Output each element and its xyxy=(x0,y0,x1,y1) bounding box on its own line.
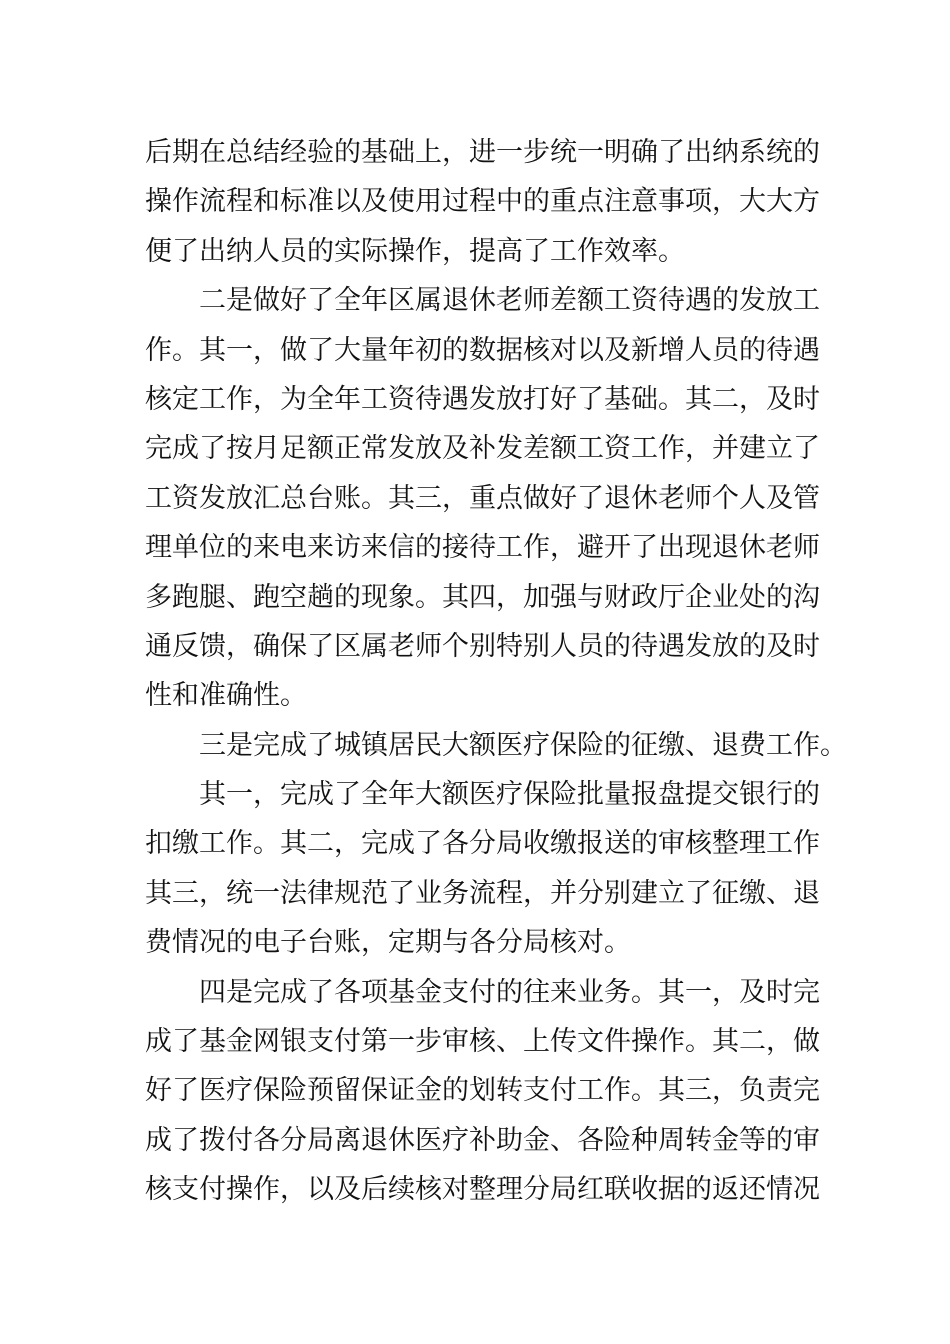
text-line: 三是完成了城镇居民大额医疗保险的征缴、退费工作。 xyxy=(199,729,847,761)
text-line: 好了医疗保险预留保证金的划转支付工作。其三，负责完 xyxy=(145,1075,820,1107)
text-line: 扣缴工作。其二，完成了各分局收缴报送的审核整理工作 xyxy=(145,828,820,860)
text-line: 核支付操作，以及后续核对整理分局红联收据的返还情况 xyxy=(145,1174,820,1206)
text-line: 通反馈，确保了区属老师个别特别人员的待遇发放的及时 xyxy=(145,630,820,662)
text-line: 性和准确性。 xyxy=(145,680,307,712)
body-text xyxy=(145,128,847,1215)
text-line: 其一，完成了全年大额医疗保险批量报盘提交银行的 xyxy=(199,779,820,811)
text-line: 成了拨付各分局离退休医疗补助金、各险种周转金等的审 xyxy=(145,1124,820,1156)
text-line: 多跑腿、跑空趟的现象。其四，加强与财政厅企业处的沟 xyxy=(145,581,820,613)
text-line: 操作流程和标准以及使用过程中的重点注意事项，大大方 xyxy=(145,186,820,218)
text-line: 四是完成了各项基金支付的往来业务。其一，及时完 xyxy=(199,976,820,1008)
text-line: 作。其一，做了大量年初的数据核对以及新增人员的待遇 xyxy=(145,334,820,366)
text-line: 费情况的电子台账，定期与各分局核对。 xyxy=(145,927,631,959)
text-line: 工资发放汇总台账。其三，重点做好了退休老师个人及管 xyxy=(145,482,820,514)
text-line: 理单位的来电来访来信的接待工作，避开了出现退休老师 xyxy=(145,532,820,564)
text-line: 便了出纳人员的实际操作，提高了工作效率。 xyxy=(145,235,685,267)
text-line: 核定工作，为全年工资待遇发放打好了基础。其二，及时 xyxy=(145,383,820,415)
text-line: 成了基金网银支付第一步审核、上传文件操作。其二，做 xyxy=(145,1026,820,1058)
text-line: 其三，统一法律规范了业务流程，并分别建立了征缴、退 xyxy=(145,877,820,909)
text-line: 完成了按月足额正常发放及补发差额工资工作，并建立了 xyxy=(145,433,820,465)
text-line: 后期在总结经验的基础上，进一步统一明确了出纳系统的 xyxy=(145,137,820,168)
text-line: 二是做好了全年区属退休老师差额工资待遇的发放工 xyxy=(199,285,820,317)
